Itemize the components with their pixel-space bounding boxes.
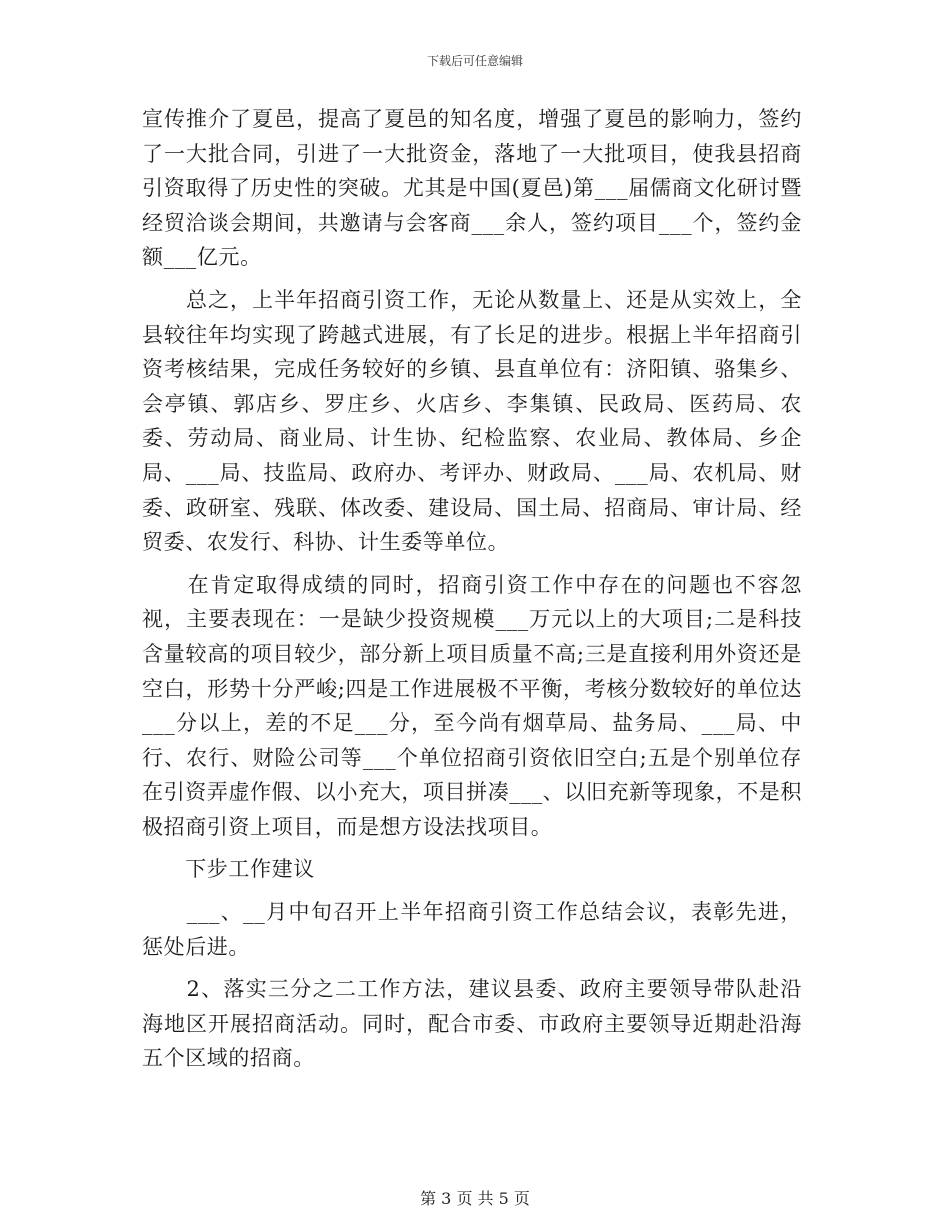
paragraph-suggestion-1: ___、__月中旬召开上半年招商引资工作总结会议，表彰先进，惩处后进。 (142, 900, 802, 959)
paragraph-summary: 总之，上半年招商引资工作，无论从数量上、还是从实效上，全县较往年均实现了跨越式进展，有了长足的进步。根据上半年招商引资考核结果，完成任务较好的乡镇、县直单位有：济阳镇、骆集乡、会亭镇、郭店乡、罗庄乡、火店乡、李集镇、民政局、医药局、农委、劳动局、商业局、计生协、纪检监察、农业局、教体局、乡企局、___局、技监局、政府办、考评办、财政局、___局、农机局、财委、政研室、残联、体改委、建设局、国土局、招商局、审计局、经贸委、农发行、科协、计生委等单位。 (142, 287, 802, 555)
paragraph-promotion-results: 宣传推介了夏邑，提高了夏邑的知名度，增强了夏邑的影响力，签约了一大批合同，引进了一大批资金，落地了一大批项目，使我县招商引资取得了历史性的突破。尤其是中国(夏邑)第___届儒商文化研讨暨经贸洽谈会期间，共邀请与会客商___余人，签约项目___个，签约金额___亿元。 (142, 107, 802, 270)
paragraph-suggestion-2: 2、落实三分之二工作方法，建议县委、政府主要领导带队赴沿海地区开展招商活动。同时，配合市委、市政府主要领导近期赴沿海五个区域的招商。 (142, 977, 802, 1071)
section-heading-next-steps: 下步工作建议 (142, 857, 315, 882)
paragraph-problems: 在肯定取得成绩的同时，招商引资工作中存在的问题也不容忽视，主要表现在：一是缺少投资规模___万元以上的大项目;二是科技含量较高的项目较少，部分新上项目质量不高;三是直接利用外资还是空白，形势十分严峻;四是工作进展极不平衡，考核分数较好的单位达___分以上，差的不足___分，至今尚有烟草局、盐务局、___局、中行、农行、财险公司等___个单位招商引资依旧空白;五是个别单位存在引资弄虚作假、以小充大，项目拼凑___、以旧充新等现象，不是积极招商引资上项目，而是想方设法找项目。 (142, 572, 802, 839)
page-header-note: 下载后可任意编辑 (426, 54, 523, 68)
page-number: 第 3 页 共 5 页 (420, 1189, 530, 1208)
document-body (142, 102, 802, 1076)
